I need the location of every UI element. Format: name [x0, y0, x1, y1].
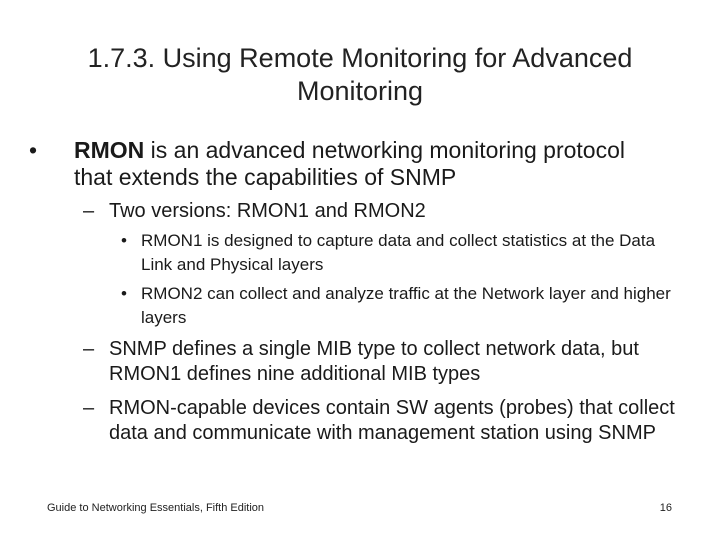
- sub-bullet-snmp-mib: [83, 337, 683, 387]
- subsub-bullet-text: RMON2 can collect and analyze traffic at the Network layer and higher layers: [141, 284, 671, 327]
- slide-title: [60, 42, 660, 108]
- bullet-text: [48, 137, 668, 191]
- dash-marker: –: [83, 397, 95, 419]
- dot-marker: •: [121, 231, 127, 250]
- dot-marker: •: [121, 284, 127, 303]
- bullet-bold-term: RMON: [74, 137, 145, 163]
- dash-marker: –: [83, 200, 95, 222]
- page-number: 16: [659, 502, 672, 514]
- sub-bullet-text: RMON-capable devices contain SW agents (probes) that collect data and communicate with management station using SNMP: [109, 397, 675, 444]
- bullet-body: is an advanced networking monitoring protocol that extends the capabilities of SNMP: [74, 137, 626, 190]
- subsub-bullet-text: RMON1 is designed to capture data and collect statistics at the Data Link and Physical layers: [141, 231, 656, 274]
- sub-bullet-text: SNMP defines a single MIB type to collect network data, but RMON1 defines nine additional MIB types: [109, 338, 639, 385]
- subsub-bullet-rmon2: [121, 282, 681, 330]
- sub-bullet-versions: [83, 199, 683, 224]
- bullet-rmon: [29, 137, 668, 191]
- dash-marker: –: [83, 338, 95, 360]
- title-line-1: 1.7.3. Using Remote Monitoring for Advanced: [87, 43, 633, 73]
- footer-book-title: Guide to Networking Essentials, Fifth Edition: [47, 502, 265, 514]
- sub-bullet-probes: [83, 396, 683, 446]
- bullet-marker: •: [29, 137, 38, 163]
- subsub-bullet-rmon1: [121, 229, 681, 277]
- sub-bullet-text: Two versions: RMON1 and RMON2: [109, 200, 426, 222]
- title-line-2: Monitoring: [296, 76, 424, 106]
